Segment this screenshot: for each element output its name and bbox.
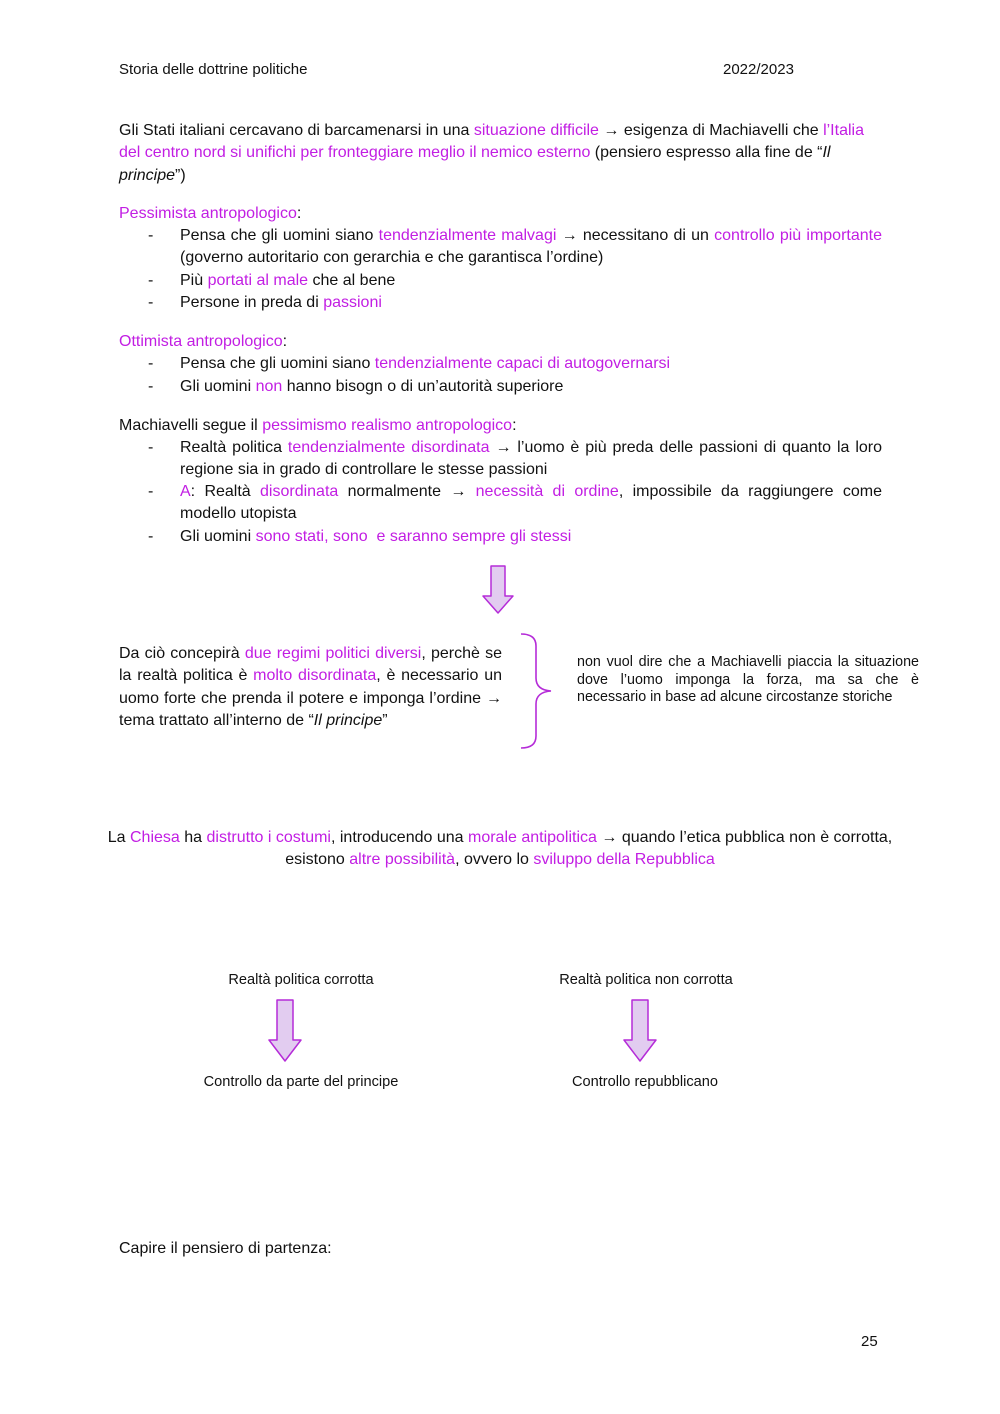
highlighted-text: disordinata xyxy=(260,483,339,500)
text-run: La xyxy=(107,829,130,846)
text-run: , perchè se la realtà politica è xyxy=(119,645,507,685)
highlighted-text: altre possibilità xyxy=(349,851,456,869)
highlighted-text: distrutto i costumi xyxy=(206,829,331,846)
highlighted-text: Ottimista antropologico xyxy=(119,333,283,350)
text-run: → l’uomo è più preda delle passioni di quanto la loro regione sia in grado di controllare le stesse passioni xyxy=(180,439,887,479)
text-run: Pensa che gli uomini siano xyxy=(180,227,379,244)
machiavelli-list xyxy=(0,437,1000,552)
highlighted-text: pessimismo realismo antropologico xyxy=(262,417,513,434)
highlighted-text: A xyxy=(180,483,191,500)
highlighted-text: molto disordinata xyxy=(253,667,377,685)
text-run: → quando l’etica pubblica non è corrotta, esistono xyxy=(285,829,897,869)
text-run: , è necessario un uomo forte che prenda il potere e imponga l’ordine → tema trattato all’interno de “ xyxy=(119,667,507,729)
text-run: , impossibile da raggiungere come modello utopista xyxy=(180,483,887,523)
text-run: Gli Stati italiani cercavano di barcamenarsi in una xyxy=(119,122,474,139)
side-note: non vuol dire che a Machiavelli piaccia la situazione dove l’uomo imponga la forza, ma sa che è necessario in base ad alcune circostanze storiche xyxy=(577,654,919,706)
down-arrow-icon xyxy=(268,999,302,1063)
ottimista-list xyxy=(0,353,1000,403)
text-run: (governo autoritario con gerarchia e che garantisca l’ordine) xyxy=(180,227,887,267)
header-year: 2022/2023 xyxy=(723,61,794,78)
text-run: Gli uomini xyxy=(180,378,256,395)
text-run: ” xyxy=(382,711,388,729)
bullet: - xyxy=(148,439,154,456)
text-run: normalmente → xyxy=(338,483,476,500)
text-run: , introducendo una xyxy=(330,829,468,846)
machiavelli-title xyxy=(119,415,517,437)
pessimista-title xyxy=(119,203,301,225)
pessimista-list xyxy=(0,225,1000,320)
text-run: : xyxy=(282,333,288,350)
text-run: Il principe xyxy=(313,711,383,729)
bullet: - xyxy=(148,355,154,372)
list-item xyxy=(180,481,887,526)
highlighted-text: sviluppo della Repubblica xyxy=(533,851,715,869)
chiesa-paragraph xyxy=(100,827,900,872)
highlighted-text: controllo più importante xyxy=(714,227,882,244)
text-run: che al bene xyxy=(308,272,396,289)
text-run: : Realtà xyxy=(190,483,261,500)
flow-left-bottom: Controllo da parte del principe xyxy=(203,1074,399,1090)
text-run: (pensiero espresso alla fine de “ xyxy=(590,144,823,162)
text-run: Gli uomini xyxy=(180,528,256,545)
page-number: 25 xyxy=(861,1333,878,1350)
intro-paragraph xyxy=(119,120,879,187)
bullet: - xyxy=(148,483,154,500)
text-run: Realtà politica xyxy=(180,439,288,456)
list-item xyxy=(180,526,882,548)
list-item xyxy=(180,353,882,375)
ottimista-title xyxy=(119,331,287,353)
highlighted-text: morale antipolitica xyxy=(467,829,597,846)
text-run: Più xyxy=(180,272,208,289)
text-run: Machiavelli segue il xyxy=(119,417,263,434)
regimi-paragraph xyxy=(119,643,507,732)
down-arrow-icon xyxy=(482,565,514,615)
list-item xyxy=(180,292,882,314)
curly-brace-icon xyxy=(518,632,554,750)
list-item xyxy=(180,376,882,398)
flow-right-bottom: Controllo repubblicano xyxy=(571,1074,719,1090)
bullet: - xyxy=(148,528,154,545)
text-run: hanno bisogn o di un’autorità superiore xyxy=(282,378,564,395)
highlighted-text: tendenzialmente malvagi xyxy=(378,227,557,244)
list-item xyxy=(180,270,882,292)
highlighted-text: Pessimista antropologico xyxy=(119,205,297,222)
highlighted-text: tendenzialmente capaci di autogovernarsi xyxy=(374,355,671,372)
header-title: Storia delle dottrine politiche xyxy=(119,61,308,78)
closing-line: Capire il pensiero di partenza: xyxy=(119,1240,332,1257)
text-run: ”) xyxy=(175,166,186,184)
flow-right-top: Realtà politica non corrotta xyxy=(559,972,733,988)
down-arrow-icon xyxy=(623,999,657,1063)
bullet: - xyxy=(148,227,154,244)
highlighted-text: Chiesa xyxy=(130,829,180,846)
highlighted-text: l’Italia del centro nord si unifichi per fronteggiare meglio il nemico esterno xyxy=(119,122,869,162)
text-run: : xyxy=(512,417,517,434)
highlighted-text: sono stati, sono e saranno sempre gli stessi xyxy=(255,528,572,545)
list-item xyxy=(180,225,887,270)
highlighted-text: situazione difficile xyxy=(473,122,599,139)
flow-left-top: Realtà politica corrotta xyxy=(228,972,374,988)
text-run: → necessitano di un xyxy=(556,227,715,244)
text-run: → esigenza di Machiavelli che xyxy=(598,122,824,139)
text-run: , ovvero lo xyxy=(455,851,534,869)
highlighted-text: tendenzialmente disordinata xyxy=(287,439,490,456)
highlighted-text: non xyxy=(255,378,283,395)
bullet: - xyxy=(148,272,154,289)
list-item xyxy=(180,437,887,482)
text-run: Pensa che gli uomini siano xyxy=(180,355,375,372)
bullet: - xyxy=(148,294,154,311)
text-run: Persone in preda di xyxy=(180,294,324,311)
text-run: ha xyxy=(179,829,207,846)
bullet: - xyxy=(148,378,154,395)
text-run: : xyxy=(296,205,302,222)
text-run: Il principe xyxy=(119,144,835,184)
highlighted-text: passioni xyxy=(323,294,382,311)
highlighted-text: due regimi politici diversi xyxy=(244,645,422,662)
highlighted-text: portati al male xyxy=(207,272,309,289)
highlighted-text: necessità di ordine xyxy=(475,483,619,500)
text-run: Da ciò concepirà xyxy=(119,645,245,662)
